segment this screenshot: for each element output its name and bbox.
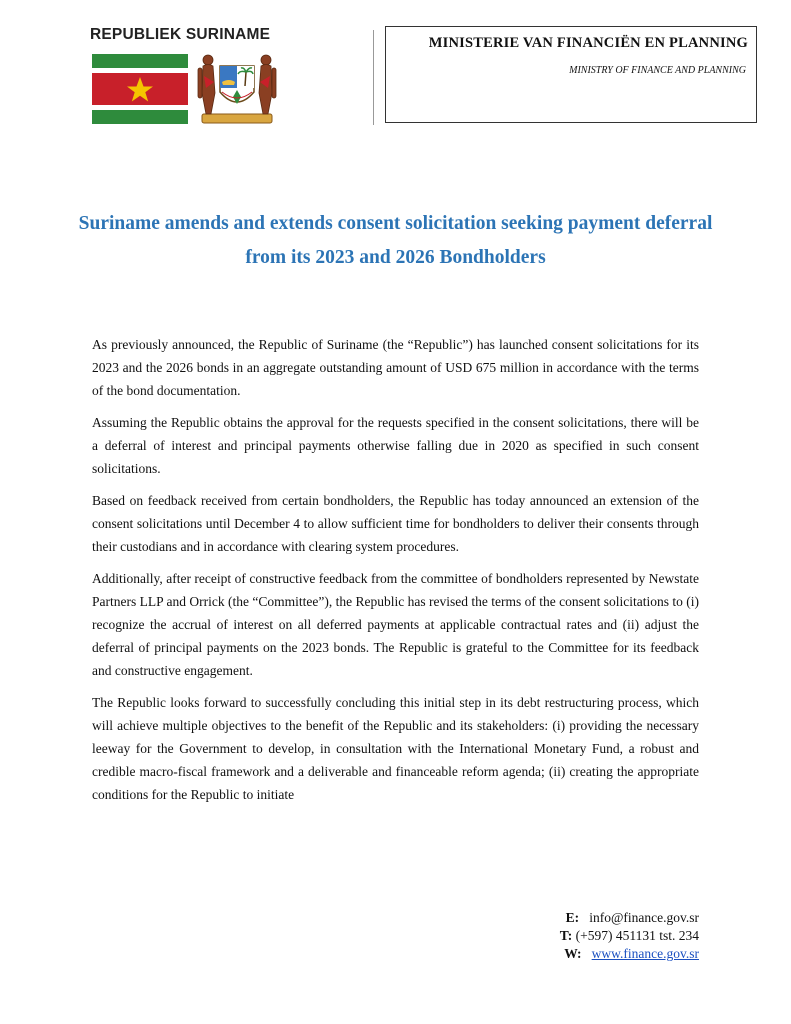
paragraph-3: Based on feedback received from certain bondholders, the Republic has today announced an extension of the consent solicitations until December 4 to allow sufficient time for bondholders to deliver their consents through their custodians and in accordance with clearing system procedures. [92, 493, 699, 554]
paragraph-1: As previously announced, the Republic of Suriname (the “Republic”) has launched consent solicitations for its 2023 and the 2026 bonds in an aggregate outstanding amount of USD 675 million in accordance with the terms of the bond documentation. [92, 337, 699, 398]
contact-phone-row [560, 927, 699, 945]
contact-web-row [560, 945, 699, 963]
paragraph-5: The Republic looks forward to successfully concluding this initial step in its debt restructuring process, which will achieve multiple objectives to the benefit of the Republic and its stakeholders: (i) providing the necessary leeway for the Government to develop, in consultation with the International Monetary Fund, a robust and credible macro-fiscal framework and a deliverable and financeable reform agenda; (ii) creating the appropriate conditions for the Republic to initiate [92, 695, 699, 802]
republic-brand [90, 26, 285, 44]
ministry-header-box [385, 26, 757, 123]
contact-email-row [560, 909, 699, 927]
coat-of-arms-icon [194, 48, 280, 128]
phone-number: (+597) 451131 tst. 234 [575, 928, 699, 943]
phone-label: T: [559, 928, 573, 943]
suriname-flag-icon [92, 54, 188, 124]
paragraph-4: Additionally, after receipt of constructive feedback from the committee of bondholders represented by Newstate Partners LLP and Orrick (the “Committee”), the Republic has revised the terms of the consent solicitations to (i) recognize the accrual of interest on all deferred payments at applicable contractual rates and (ii) adjust the deferral of principal payments on the 2023 bonds. The Republic is grateful to the Committee for its feedback and constructive engagement. [92, 571, 699, 678]
ministry-name-english: MINISTRY OF FINANCE AND PLANNING [569, 65, 746, 76]
brand-name: REPUBLIEK SURINAME [90, 26, 271, 43]
email-address[interactable]: info@finance.gov.sr [589, 910, 699, 925]
web-label: W: [564, 946, 582, 961]
website-link[interactable]: www.finance.gov.sr [591, 946, 699, 961]
press-release-headline: Suriname amends and extends consent solicitation seeking payment deferral from its 2023 and 2026 Bondholders [78, 213, 713, 268]
contact-block [560, 909, 699, 963]
paragraph-2: Assuming the Republic obtains the approval for the requests specified in the consent solicitations, there will be a deferral of interest and principal payments otherwise falling due in 2020 as specified in such consent solicitations. [92, 415, 699, 476]
email-label: E: [565, 910, 580, 925]
press-release-body [92, 333, 699, 815]
header-divider [373, 30, 374, 125]
ministry-name-dutch: MINISTERIE VAN FINANCIËN EN PLANNING [428, 35, 748, 51]
